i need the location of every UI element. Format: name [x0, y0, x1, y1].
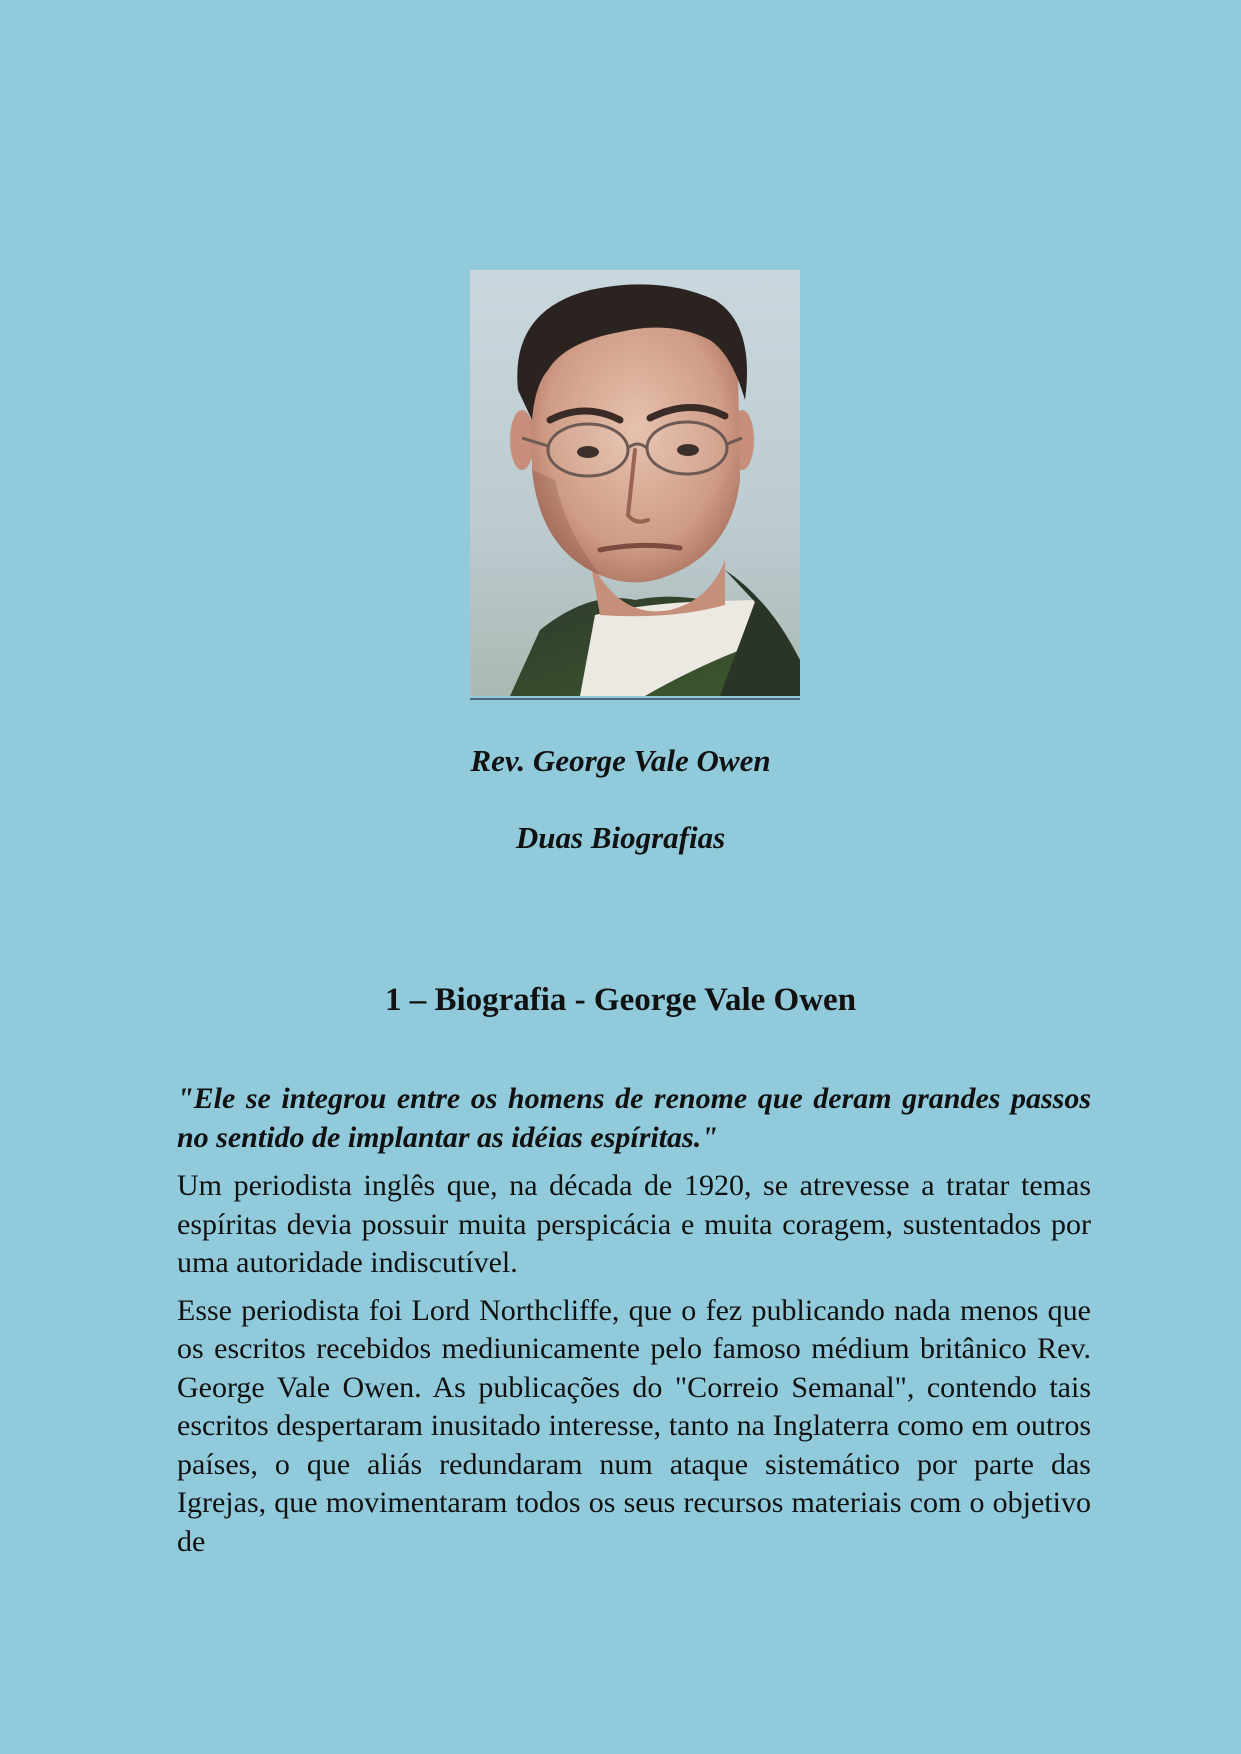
paragraph: Esse periodista foi Lord Northcliffe, que o fez publicando nada menos que os escritos recebidos mediunicamente pelo famoso médium britânico Rev. George Vale Owen. As publicações do "Correio Semanal", contendo tais escritos despertaram inusitado interesse, tanto na Inglaterra como em outros países, o que aliás redundaram num ataque sistemático por parte das Igrejas, que movimentaram todos os seus recursos materiais com o objetivo de — [177, 1293, 1091, 1558]
epigraph-quote: "Ele se integrou entre os homens de renome que deram grandes passos no sentido de implantar as idéias espíritas." — [177, 1082, 1091, 1154]
portrait-caption-name: Rev. George Vale Owen — [470, 743, 771, 778]
portrait-illustration — [470, 270, 800, 696]
portrait-photo — [470, 270, 800, 696]
portrait-underline — [470, 698, 800, 700]
document-subtitle: Duas Biografias — [515, 820, 726, 855]
section-heading: 1 – Biografia - George Vale Owen — [384, 982, 857, 1018]
paragraph: Um periodista inglês que, na década de 1920, se atrevesse a tratar temas espíritas devia possuir muita perspicácia e muita coragem, sustentados por uma autoridade indiscutível. — [177, 1169, 1091, 1279]
body-text — [177, 1080, 1091, 1570]
